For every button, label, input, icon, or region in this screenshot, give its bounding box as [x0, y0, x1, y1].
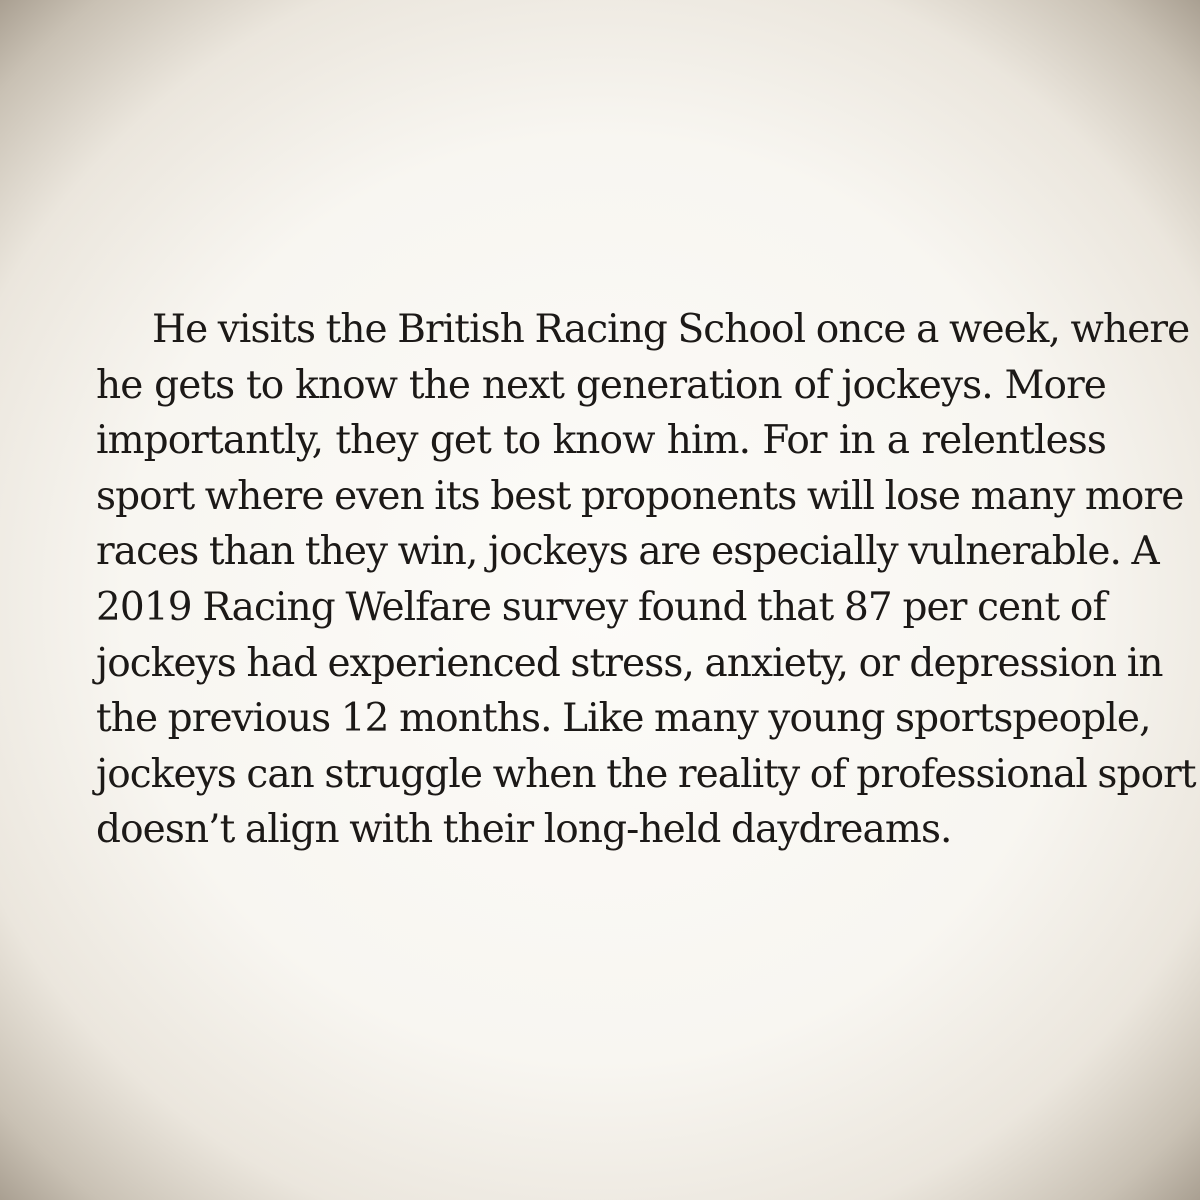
paragraph-line: the previous 12 months. Like many young sportspeople, [96, 696, 1151, 742]
body-paragraph [96, 302, 1196, 858]
paragraph-line: he gets to know the next generation of jockeys. More [96, 362, 1106, 408]
paragraph-line: importantly, they get to know him. For in a relentless [96, 418, 1106, 464]
paragraph-line: races than they win, jockeys are especially vulnerable. A [96, 529, 1159, 575]
paragraph-line: jockeys can struggle when the reality of professional sport [96, 751, 1196, 797]
paragraph-line: He visits the British Racing School once a week, where [152, 307, 1190, 352]
paragraph-line: 2019 Racing Welfare survey found that 87 per cent of [96, 584, 1106, 630]
paragraph-line: jockeys had experienced stress, anxiety, or depression in [96, 640, 1163, 686]
paragraph-line: doesn’t align with their long-held daydreams. [96, 807, 952, 853]
paragraph-line: sport where even its best proponents will lose many more [96, 473, 1184, 519]
